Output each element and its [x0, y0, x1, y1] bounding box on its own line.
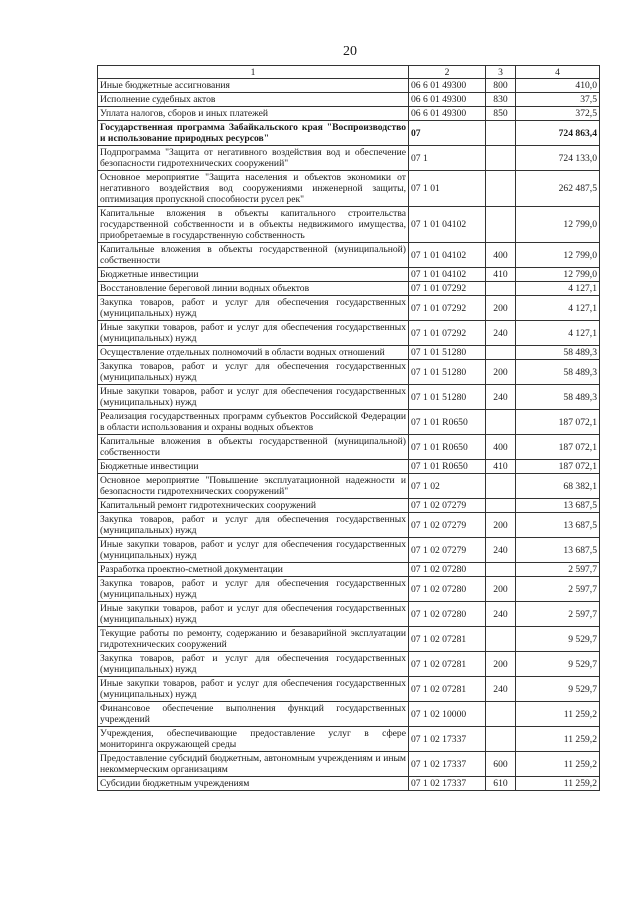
table-row: [98, 107, 600, 121]
header-col-2: 2: [409, 66, 486, 79]
row-name-cell: Основное мероприятие "Защита населения и объектов экономики от негативного воздействия вод сооружениями инженерной защиты, оптимизация пропускной способности русел рек": [98, 171, 409, 207]
row-name-cell: Иные бюджетные ассигнования: [98, 79, 409, 93]
row-code-cell: 07 1 02 07280: [409, 602, 486, 627]
table-row: [98, 702, 600, 727]
row-name-cell: Закупка товаров, работ и услуг для обеспечения государственных (муниципальных) нужд: [98, 296, 409, 321]
row-code-cell: 07 1: [409, 146, 486, 171]
row-type-cell: 240: [486, 538, 516, 563]
row-name-cell: Финансовое обеспечение выполнения функций государственных учреждений: [98, 702, 409, 727]
row-code-cell: 06 6 01 49300: [409, 107, 486, 121]
row-type-cell: 200: [486, 296, 516, 321]
table-row: [98, 79, 600, 93]
table-row: [98, 282, 600, 296]
row-amount-cell: 9 529,7: [516, 677, 600, 702]
row-name-cell: Иные закупки товаров, работ и услуг для обеспечения государственных (муниципальных) нужд: [98, 321, 409, 346]
row-code-cell: 07 1 01 07292: [409, 296, 486, 321]
row-name-cell: Восстановление береговой линии водных объектов: [98, 282, 409, 296]
row-code-cell: 07 1 01 51280: [409, 360, 486, 385]
row-amount-cell: 2 597,7: [516, 577, 600, 602]
row-amount-cell: 58 489,3: [516, 385, 600, 410]
row-code-cell: 07 1 02 07281: [409, 677, 486, 702]
table-row: [98, 538, 600, 563]
row-type-cell: 400: [486, 435, 516, 460]
row-type-cell: [486, 702, 516, 727]
row-type-cell: 200: [486, 360, 516, 385]
row-amount-cell: 9 529,7: [516, 627, 600, 652]
row-amount-cell: 187 072,1: [516, 460, 600, 474]
row-amount-cell: 13 687,5: [516, 538, 600, 563]
row-type-cell: 850: [486, 107, 516, 121]
header-col-1: 1: [98, 66, 409, 79]
row-name-cell: Учреждения, обеспечивающие предоставление услуг в сфере мониторинга окружающей среды: [98, 727, 409, 752]
row-amount-cell: 58 489,3: [516, 360, 600, 385]
row-code-cell: 07 1 02 07280: [409, 577, 486, 602]
row-type-cell: 200: [486, 577, 516, 602]
row-code-cell: 07 1 02 17337: [409, 752, 486, 777]
row-type-cell: [486, 727, 516, 752]
row-type-cell: 610: [486, 777, 516, 791]
table-row: [98, 627, 600, 652]
row-amount-cell: 68 382,1: [516, 474, 600, 499]
row-type-cell: 240: [486, 677, 516, 702]
row-amount-cell: 187 072,1: [516, 435, 600, 460]
row-code-cell: 07 1 01 R0650: [409, 435, 486, 460]
row-code-cell: 07 1 02 07279: [409, 499, 486, 513]
row-amount-cell: 11 259,2: [516, 702, 600, 727]
row-name-cell: Государственная программа Забайкальского края "Воспроизводство и использование природных ресурсов": [98, 121, 409, 146]
row-name-cell: Закупка товаров, работ и услуг для обеспечения государственных (муниципальных) нужд: [98, 360, 409, 385]
row-code-cell: 07 1 01 R0650: [409, 410, 486, 435]
row-amount-cell: 2 597,7: [516, 602, 600, 627]
row-code-cell: 07 1 02 07279: [409, 513, 486, 538]
row-amount-cell: 12 799,0: [516, 268, 600, 282]
row-type-cell: [486, 474, 516, 499]
row-amount-cell: 4 127,1: [516, 282, 600, 296]
row-amount-cell: 37,5: [516, 93, 600, 107]
row-code-cell: 06 6 01 49300: [409, 93, 486, 107]
table-row: [98, 602, 600, 627]
row-code-cell: 07 1 02 07281: [409, 627, 486, 652]
row-name-cell: Бюджетные инвестиции: [98, 460, 409, 474]
row-type-cell: 240: [486, 385, 516, 410]
row-code-cell: 07 1 02 10000: [409, 702, 486, 727]
table-row: [98, 410, 600, 435]
table-row: [98, 777, 600, 791]
row-amount-cell: 4 127,1: [516, 296, 600, 321]
row-code-cell: 07 1 01 R0650: [409, 460, 486, 474]
row-name-cell: Иные закупки товаров, работ и услуг для обеспечения государственных (муниципальных) нужд: [98, 677, 409, 702]
row-code-cell: 07 1 01: [409, 171, 486, 207]
row-name-cell: Иные закупки товаров, работ и услуг для обеспечения государственных (муниципальных) нужд: [98, 385, 409, 410]
row-amount-cell: 11 259,2: [516, 727, 600, 752]
row-type-cell: [486, 627, 516, 652]
row-amount-cell: 58 489,3: [516, 346, 600, 360]
table-row: [98, 121, 600, 146]
row-type-cell: [486, 171, 516, 207]
row-code-cell: 07 1 02 07280: [409, 563, 486, 577]
table-row: [98, 577, 600, 602]
row-code-cell: 07 1 02: [409, 474, 486, 499]
page-number: 20: [343, 44, 357, 59]
table-row: [98, 460, 600, 474]
row-amount-cell: 724 133,0: [516, 146, 600, 171]
row-code-cell: 07 1 01 04102: [409, 207, 486, 243]
row-type-cell: [486, 207, 516, 243]
table-row: [98, 752, 600, 777]
row-type-cell: 410: [486, 268, 516, 282]
row-amount-cell: 4 127,1: [516, 321, 600, 346]
row-type-cell: 830: [486, 93, 516, 107]
row-type-cell: 200: [486, 652, 516, 677]
table-row: [98, 207, 600, 243]
row-amount-cell: 9 529,7: [516, 652, 600, 677]
row-code-cell: 07 1 01 04102: [409, 268, 486, 282]
row-type-cell: 400: [486, 243, 516, 268]
row-amount-cell: 12 799,0: [516, 207, 600, 243]
row-code-cell: 07 1 02 17337: [409, 727, 486, 752]
table-row: [98, 93, 600, 107]
row-name-cell: Исполнение судебных актов: [98, 93, 409, 107]
row-amount-cell: 11 259,2: [516, 752, 600, 777]
row-code-cell: 07 1 01 04102: [409, 243, 486, 268]
table-row: [98, 677, 600, 702]
row-amount-cell: 2 597,7: [516, 563, 600, 577]
row-amount-cell: 13 687,5: [516, 513, 600, 538]
row-amount-cell: 372,5: [516, 107, 600, 121]
row-name-cell: Предоставление субсидий бюджетным, автономным учреждениям и иным некоммерческим организациям: [98, 752, 409, 777]
row-code-cell: 07 1 01 51280: [409, 385, 486, 410]
table-row: [98, 385, 600, 410]
row-type-cell: 800: [486, 79, 516, 93]
row-name-cell: Разработка проектно-сметной документации: [98, 563, 409, 577]
row-name-cell: Субсидии бюджетным учреждениям: [98, 777, 409, 791]
row-name-cell: Реализация государственных программ субъектов Российской Федерации в области использования и охраны водных объектов: [98, 410, 409, 435]
table-row: [98, 171, 600, 207]
table-row: [98, 268, 600, 282]
budget-table: [97, 65, 600, 791]
row-name-cell: Текущие работы по ремонту, содержанию и безаварийной эксплуатации гидротехнических сооружений: [98, 627, 409, 652]
row-type-cell: [486, 282, 516, 296]
row-amount-cell: 12 799,0: [516, 243, 600, 268]
row-name-cell: Бюджетные инвестиции: [98, 268, 409, 282]
row-code-cell: 07 1 02 07279: [409, 538, 486, 563]
row-amount-cell: 262 487,5: [516, 171, 600, 207]
row-name-cell: Закупка товаров, работ и услуг для обеспечения государственных (муниципальных) нужд: [98, 652, 409, 677]
row-name-cell: Капитальные вложения в объекты государственной (муниципальной) собственности: [98, 435, 409, 460]
row-name-cell: Основное мероприятие "Повышение эксплуатационной надежности и безопасности гидротехнических сооружений": [98, 474, 409, 499]
table-row: [98, 563, 600, 577]
table-row: [98, 243, 600, 268]
row-name-cell: Подпрограмма "Защита от негативного воздействия вод и обеспечение безопасности гидротехнических сооружений": [98, 146, 409, 171]
row-name-cell: Капитальный ремонт гидротехнических сооружений: [98, 499, 409, 513]
row-code-cell: 06 6 01 49300: [409, 79, 486, 93]
table-row: [98, 321, 600, 346]
table-header-row: [98, 66, 600, 79]
header-col-3: 3: [486, 66, 516, 79]
row-type-cell: [486, 346, 516, 360]
row-code-cell: 07 1 01 51280: [409, 346, 486, 360]
row-amount-cell: 410,0: [516, 79, 600, 93]
row-code-cell: 07 1 02 17337: [409, 777, 486, 791]
row-amount-cell: 187 072,1: [516, 410, 600, 435]
row-code-cell: 07 1 01 07292: [409, 321, 486, 346]
row-name-cell: Капитальные вложения в объекты капитального строительства государственной собственности и в объекты недвижимого имущества, приобретаемые в государственную собственность: [98, 207, 409, 243]
row-type-cell: 240: [486, 321, 516, 346]
row-code-cell: 07 1 01 07292: [409, 282, 486, 296]
table-row: [98, 346, 600, 360]
table-row: [98, 435, 600, 460]
row-code-cell: 07 1 02 07281: [409, 652, 486, 677]
row-type-cell: [486, 146, 516, 171]
row-name-cell: Иные закупки товаров, работ и услуг для обеспечения государственных (муниципальных) нужд: [98, 602, 409, 627]
row-name-cell: Капитальные вложения в объекты государственной (муниципальной) собственности: [98, 243, 409, 268]
row-amount-cell: 724 863,4: [516, 121, 600, 146]
row-type-cell: [486, 121, 516, 146]
row-name-cell: Закупка товаров, работ и услуг для обеспечения государственных (муниципальных) нужд: [98, 513, 409, 538]
row-type-cell: [486, 563, 516, 577]
table-row: [98, 474, 600, 499]
table-row: [98, 499, 600, 513]
table-row: [98, 513, 600, 538]
row-name-cell: Уплата налогов, сборов и иных платежей: [98, 107, 409, 121]
table-row: [98, 146, 600, 171]
header-col-4: 4: [516, 66, 600, 79]
table-row: [98, 296, 600, 321]
row-type-cell: 600: [486, 752, 516, 777]
row-type-cell: 240: [486, 602, 516, 627]
row-name-cell: Закупка товаров, работ и услуг для обеспечения государственных (муниципальных) нужд: [98, 577, 409, 602]
row-amount-cell: 11 259,2: [516, 777, 600, 791]
table-row: [98, 360, 600, 385]
table-row: [98, 652, 600, 677]
row-type-cell: 410: [486, 460, 516, 474]
row-name-cell: Иные закупки товаров, работ и услуг для обеспечения государственных (муниципальных) нужд: [98, 538, 409, 563]
row-type-cell: [486, 410, 516, 435]
row-type-cell: 200: [486, 513, 516, 538]
row-name-cell: Осуществление отдельных полномочий в области водных отношений: [98, 346, 409, 360]
row-code-cell: 07: [409, 121, 486, 146]
row-type-cell: [486, 499, 516, 513]
table-row: [98, 727, 600, 752]
row-amount-cell: 13 687,5: [516, 499, 600, 513]
